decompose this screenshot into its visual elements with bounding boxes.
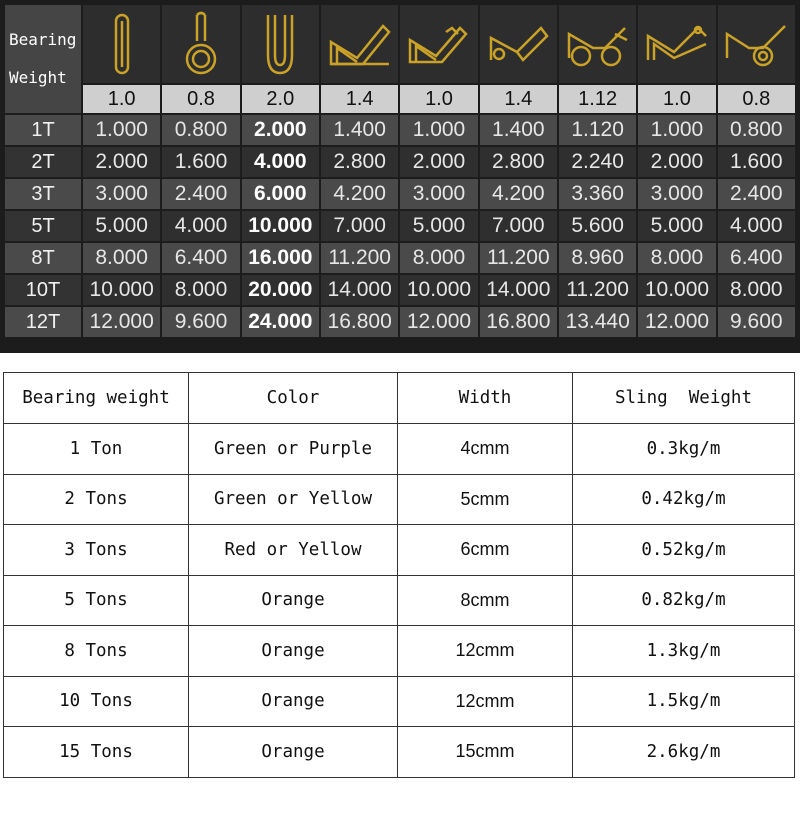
spec-row	[4, 424, 795, 475]
row-label: 3T	[5, 179, 81, 209]
row-label: 1T	[5, 115, 81, 145]
capacity-value: 2.800	[480, 147, 557, 177]
capacity-value: 14.000	[480, 275, 557, 305]
capacity-value: 7.000	[480, 211, 557, 241]
spec-width: 5cmm	[398, 474, 573, 525]
row-label: 10T	[5, 275, 81, 305]
capacity-value: 4.200	[480, 179, 557, 209]
capacity-row	[5, 147, 795, 177]
capacity-value: 3.000	[638, 179, 715, 209]
capacity-value: 8.000	[83, 243, 160, 273]
capacity-value: 13.440	[559, 307, 636, 337]
spec-header-row	[4, 373, 795, 424]
capacity-value: 4.000	[718, 211, 795, 241]
capacity-value: 1.600	[162, 147, 239, 177]
capacity-value: 9.600	[162, 307, 239, 337]
spec-sling-weight: 1.5kg/m	[573, 676, 795, 727]
capacity-row	[5, 179, 795, 209]
sling-config-icon-cell	[480, 5, 557, 83]
capacity-row	[5, 211, 795, 241]
spec-sling-weight: 0.42kg/m	[573, 474, 795, 525]
sling-config-icon-cell	[400, 5, 477, 83]
factor-cell: 1.0	[638, 85, 715, 113]
spec-header-color: Color	[189, 373, 398, 424]
capacity-value: 3.360	[559, 179, 636, 209]
capacity-value: 4.200	[321, 179, 398, 209]
sling-config-icon-cell	[162, 5, 239, 83]
spec-bearing-weight: 1 Ton	[4, 424, 189, 475]
capacity-value: 12.000	[83, 307, 160, 337]
factor-cell: 1.0	[83, 85, 160, 113]
capacity-value: 10.000	[400, 275, 477, 305]
capacity-value: 2.000	[242, 115, 319, 145]
factor-cell: 0.8	[162, 85, 239, 113]
capacity-value: 1.000	[400, 115, 477, 145]
header-label-line2: Weight	[9, 68, 67, 87]
spec-width: 12cmm	[398, 626, 573, 677]
sling-config-icon-cell	[83, 5, 160, 83]
capacity-value: 16.000	[242, 243, 319, 273]
spec-color: Green or Yellow	[189, 474, 398, 525]
spec-bearing-weight: 2 Tons	[4, 474, 189, 525]
spec-sling-weight: 1.3kg/m	[573, 626, 795, 677]
capacity-value: 16.800	[321, 307, 398, 337]
spec-header-sling-weight: Sling Weight	[573, 373, 795, 424]
capacity-value: 2.000	[638, 147, 715, 177]
sling-config-icon-cell	[718, 5, 795, 83]
capacity-row	[5, 243, 795, 273]
capacity-value: 1.600	[718, 147, 795, 177]
capacity-row	[5, 115, 795, 145]
capacity-value: 3.000	[400, 179, 477, 209]
capacity-value: 8.000	[718, 275, 795, 305]
capacity-value: 14.000	[321, 275, 398, 305]
capacity-value: 10.000	[83, 275, 160, 305]
factor-cell: 0.8	[718, 85, 795, 113]
capacity-value: 11.200	[480, 243, 557, 273]
spec-bearing-weight: 15 Tons	[4, 727, 189, 778]
capacity-value: 0.800	[718, 115, 795, 145]
capacity-value: 2.000	[83, 147, 160, 177]
spec-row	[4, 575, 795, 626]
spec-width: 6cmm	[398, 525, 573, 576]
capacity-value: 24.000	[242, 307, 319, 337]
spec-color: Orange	[189, 676, 398, 727]
capacity-value: 8.000	[162, 275, 239, 305]
capacity-value: 16.800	[480, 307, 557, 337]
basket-hitch-load-icon	[485, 14, 551, 74]
capacity-value: 4.000	[242, 147, 319, 177]
spec-row	[4, 727, 795, 778]
spec-header-width: Width	[398, 373, 573, 424]
capacity-value: 12.000	[400, 307, 477, 337]
row-label: 12T	[5, 307, 81, 337]
sling-spec-table	[3, 372, 795, 778]
sling-config-icon-cell	[242, 5, 319, 83]
sling-config-icon-cell	[321, 5, 398, 83]
spec-color: Orange	[189, 626, 398, 677]
spec-width: 4cmm	[398, 424, 573, 475]
factor-cell: 1.4	[480, 85, 557, 113]
spec-sling-weight: 0.3kg/m	[573, 424, 795, 475]
choker-wrap-load-icon	[723, 14, 789, 74]
capacity-value: 8.000	[638, 243, 715, 273]
capacity-value: 2.240	[559, 147, 636, 177]
capacity-value: 6.400	[162, 243, 239, 273]
capacity-value: 7.000	[321, 211, 398, 241]
spec-sling-weight: 0.52kg/m	[573, 525, 795, 576]
spec-row	[4, 474, 795, 525]
capacity-value: 3.000	[83, 179, 160, 209]
capacity-row	[5, 275, 795, 305]
capacity-value: 2.800	[321, 147, 398, 177]
factor-cell: 1.0	[400, 85, 477, 113]
capacity-value: 6.000	[242, 179, 319, 209]
bridle-hook-load-icon	[644, 14, 710, 74]
capacity-value: 8.960	[559, 243, 636, 273]
spec-sling-weight: 0.82kg/m	[573, 575, 795, 626]
capacity-value: 5.000	[83, 211, 160, 241]
row-label: 2T	[5, 147, 81, 177]
capacity-value: 20.000	[242, 275, 319, 305]
spec-bearing-weight: 5 Tons	[4, 575, 189, 626]
row-label: 5T	[5, 211, 81, 241]
two-leg-bridle-narrow-icon	[406, 14, 472, 74]
spec-color: Orange	[189, 575, 398, 626]
spec-width: 8cmm	[398, 575, 573, 626]
factor-cell: 1.4	[321, 85, 398, 113]
spec-color: Orange	[189, 727, 398, 778]
capacity-value: 8.000	[400, 243, 477, 273]
factor-cell: 1.12	[559, 85, 636, 113]
spec-row	[4, 525, 795, 576]
capacity-value: 1.400	[321, 115, 398, 145]
two-leg-bridle-wide-icon	[327, 14, 393, 74]
row-label: 8T	[5, 243, 81, 273]
spec-bearing-weight: 8 Tons	[4, 626, 189, 677]
capacity-table	[3, 3, 797, 339]
capacity-value: 11.200	[321, 243, 398, 273]
spec-color: Red or Yellow	[189, 525, 398, 576]
capacity-value: 1.000	[638, 115, 715, 145]
capacity-row	[5, 307, 795, 337]
spec-row	[4, 626, 795, 677]
spec-width: 12cmm	[398, 676, 573, 727]
capacity-value: 1.400	[480, 115, 557, 145]
capacity-value: 2.400	[162, 179, 239, 209]
spec-row	[4, 676, 795, 727]
spec-color: Green or Purple	[189, 424, 398, 475]
capacity-value: 1.120	[559, 115, 636, 145]
capacity-value: 12.000	[638, 307, 715, 337]
capacity-table-panel	[0, 0, 800, 353]
choker-loop-sling-icon	[181, 9, 221, 79]
capacity-value: 2.000	[400, 147, 477, 177]
capacity-value: 0.800	[162, 115, 239, 145]
sling-config-icon-cell	[559, 5, 636, 83]
capacity-value: 1.000	[83, 115, 160, 145]
capacity-value: 5.600	[559, 211, 636, 241]
capacity-value: 6.400	[718, 243, 795, 273]
header-label-line1: Bearing	[9, 30, 77, 49]
capacity-value: 11.200	[559, 275, 636, 305]
capacity-value: 9.600	[718, 307, 795, 337]
u-basket-sling-icon	[260, 9, 300, 79]
capacity-value: 10.000	[638, 275, 715, 305]
capacity-value: 5.000	[638, 211, 715, 241]
vertical-eye-sling-icon	[102, 9, 142, 79]
capacity-value: 2.400	[718, 179, 795, 209]
spec-bearing-weight: 3 Tons	[4, 525, 189, 576]
spec-sling-weight: 2.6kg/m	[573, 727, 795, 778]
sling-config-icon-cell	[638, 5, 715, 83]
factor-cell: 2.0	[242, 85, 319, 113]
spec-bearing-weight: 10 Tons	[4, 676, 189, 727]
spec-width: 15cmm	[398, 727, 573, 778]
capacity-value: 5.000	[400, 211, 477, 241]
bearing-weight-header	[5, 5, 81, 113]
double-choker-wrap-icon	[565, 14, 631, 74]
capacity-value: 10.000	[242, 211, 319, 241]
capacity-value: 4.000	[162, 211, 239, 241]
spec-header-bearing-weight: Bearing weight	[4, 373, 189, 424]
